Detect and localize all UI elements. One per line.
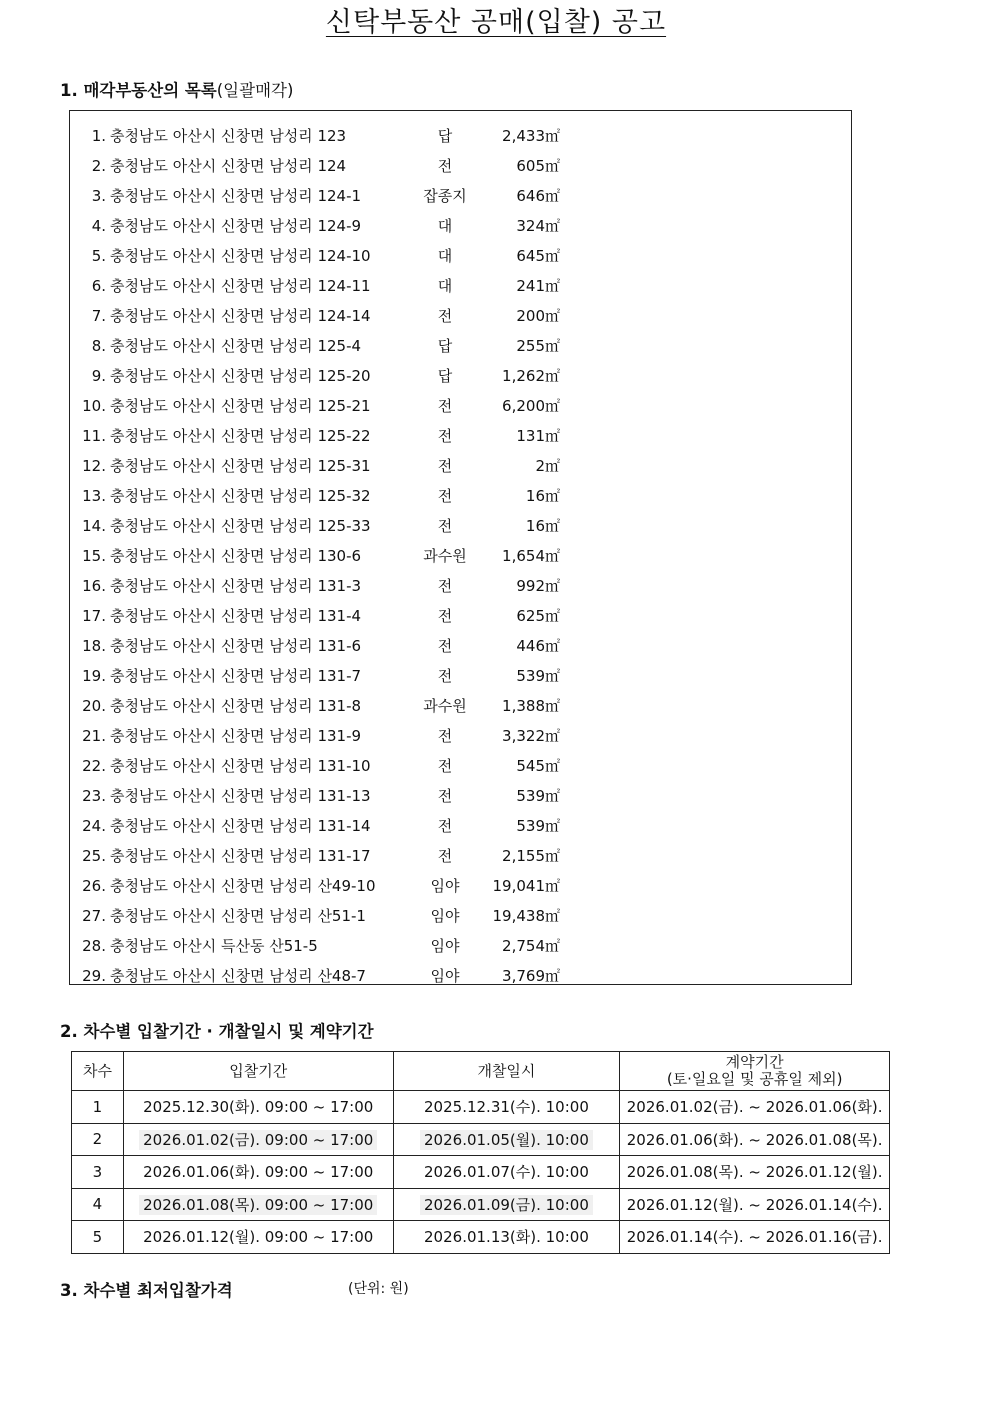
property-category: 임야 <box>430 907 460 925</box>
property-address: 충청남도 아산시 신창면 남성리 131-9 <box>110 727 362 745</box>
property-category: 답 <box>437 127 453 145</box>
property-address: 충청남도 아산시 신창면 남성리 125-20 <box>110 367 371 385</box>
property-address: 충청남도 아산시 신창면 남성리 131-17 <box>110 847 371 865</box>
property-number: 7. <box>91 307 106 325</box>
property-category: 전 <box>437 757 453 775</box>
schedule-contract-cell <box>620 1188 890 1221</box>
property-address: 충청남도 아산시 신창면 남성리 131-4 <box>110 607 362 625</box>
property-address: 충청남도 아산시 신창면 남성리 124-11 <box>110 277 371 295</box>
property-category: 대 <box>437 217 453 235</box>
header-opening: 개찰일시 <box>393 1052 620 1091</box>
property-area: 545㎡ <box>516 757 560 775</box>
property-number: 5. <box>91 247 106 265</box>
property-category: 전 <box>437 427 453 445</box>
property-address: 충청남도 아산시 신창면 남성리 125-31 <box>110 457 371 475</box>
property-number: 6. <box>91 277 106 295</box>
section1-heading-text: 1. 매각부동산의 목록 <box>60 81 217 100</box>
property-category: 전 <box>437 847 453 865</box>
property-area: 2,433㎡ <box>502 127 560 145</box>
property-number: 18. <box>82 637 106 655</box>
property-address: 충청남도 아산시 신창면 남성리 125-32 <box>110 487 371 505</box>
property-area: 2㎡ <box>535 457 560 475</box>
schedule-bid-period-cell <box>123 1156 393 1189</box>
schedule-bid-period: 2026.01.06(화). 09:00 ~ 17:00 <box>143 1163 374 1182</box>
property-area: 3,769㎡ <box>502 967 560 985</box>
property-category: 전 <box>437 727 453 745</box>
schedule-round-cell <box>72 1123 124 1156</box>
schedule-opening-cell <box>393 1188 620 1221</box>
property-number: 16. <box>82 577 106 595</box>
unit-note: (단위: 원) <box>348 1281 409 1297</box>
property-number: 12. <box>82 457 106 475</box>
schedule-bid-period-cell <box>123 1221 393 1254</box>
property-number: 4. <box>91 217 106 235</box>
property-area: 6,200㎡ <box>502 397 560 415</box>
property-number: 3. <box>91 187 106 205</box>
header-contract-line1: 계약기간 <box>725 1053 784 1071</box>
schedule-round: 3 <box>92 1162 103 1181</box>
property-number: 15. <box>82 547 106 565</box>
property-area: 605㎡ <box>516 157 560 175</box>
property-category: 전 <box>437 307 453 325</box>
property-number: 11. <box>82 427 106 445</box>
schedule-round: 5 <box>92 1227 103 1246</box>
property-area: 645㎡ <box>516 247 560 265</box>
property-area: 1,654㎡ <box>502 547 560 565</box>
property-area: 1,388㎡ <box>502 697 560 715</box>
header-round: 차수 <box>72 1052 124 1091</box>
property-address: 충청남도 아산시 신창면 남성리 산51-1 <box>110 907 366 925</box>
property-category: 임야 <box>430 877 460 895</box>
property-list <box>69 110 852 985</box>
property-category: 전 <box>437 517 453 535</box>
property-area: 539㎡ <box>516 817 560 835</box>
schedule-row <box>72 1091 890 1124</box>
property-address: 충청남도 아산시 신창면 남성리 산48-7 <box>110 967 366 985</box>
property-address: 충청남도 아산시 신창면 남성리 131-13 <box>110 787 371 805</box>
property-category: 전 <box>437 817 453 835</box>
schedule-bid-period: 2026.01.02(금). 09:00 ~ 17:00 <box>139 1130 377 1150</box>
property-number: 1. <box>91 127 106 145</box>
schedule-row <box>72 1156 890 1189</box>
property-category: 답 <box>437 337 453 355</box>
schedule-bid-period: 2025.12.30(화). 09:00 ~ 17:00 <box>143 1098 374 1117</box>
property-address: 충청남도 아산시 신창면 남성리 124 <box>110 157 347 175</box>
property-category: 전 <box>437 457 453 475</box>
property-category: 전 <box>437 787 453 805</box>
schedule-contract: 2026.01.06(화). ~ 2026.01.08(목). <box>626 1130 883 1149</box>
property-number: 2. <box>91 157 106 175</box>
property-area: 1,262㎡ <box>502 367 560 385</box>
property-area: 16㎡ <box>525 487 560 505</box>
schedule-bid-period: 2026.01.12(월). 09:00 ~ 17:00 <box>143 1228 374 1247</box>
property-area: 625㎡ <box>516 607 560 625</box>
schedule-contract: 2026.01.12(월). ~ 2026.01.14(수). <box>626 1195 883 1214</box>
property-number: 23. <box>82 787 106 805</box>
section3-heading-text: 3. 차수별 최저입찰가격 <box>60 1281 233 1300</box>
schedule-row <box>72 1123 890 1156</box>
schedule-round-cell <box>72 1156 124 1189</box>
property-category: 임야 <box>430 967 460 985</box>
property-area: 2,155㎡ <box>502 847 560 865</box>
property-address: 충청남도 아산시 신창면 남성리 125-4 <box>110 337 362 355</box>
schedule-header-row <box>72 1052 890 1091</box>
property-area: 200㎡ <box>516 307 560 325</box>
property-area: 16㎡ <box>525 517 560 535</box>
property-area: 324㎡ <box>516 217 560 235</box>
schedule-bid-period: 2026.01.08(목). 09:00 ~ 17:00 <box>139 1195 377 1215</box>
section1-note: (일괄매각) <box>216 81 294 100</box>
schedule-contract-cell <box>620 1156 890 1189</box>
header-contract <box>620 1052 890 1091</box>
schedule-opening-cell <box>393 1221 620 1254</box>
property-address: 충청남도 아산시 신창면 남성리 123 <box>110 127 347 145</box>
property-category: 전 <box>437 607 453 625</box>
property-number: 25. <box>82 847 106 865</box>
property-address: 충청남도 아산시 신창면 남성리 131-8 <box>110 697 362 715</box>
schedule-table <box>71 1051 890 1254</box>
property-address: 충청남도 아산시 신창면 남성리 131-3 <box>110 577 362 595</box>
property-address: 충청남도 아산시 신창면 남성리 124-9 <box>110 217 362 235</box>
property-address: 충청남도 아산시 신창면 남성리 131-10 <box>110 757 371 775</box>
property-area: 131㎡ <box>516 427 560 445</box>
property-category: 임야 <box>430 937 460 955</box>
property-number: 14. <box>82 517 106 535</box>
property-address: 충청남도 아산시 신창면 남성리 124-10 <box>110 247 371 265</box>
section1-heading <box>60 77 293 101</box>
property-number: 27. <box>82 907 106 925</box>
property-address: 충청남도 아산시 신창면 남성리 131-14 <box>110 817 371 835</box>
property-category: 과수원 <box>423 697 467 715</box>
section2-heading-text: 2. 차수별 입찰기간 · 개찰일시 및 계약기간 <box>60 1022 374 1041</box>
property-category: 전 <box>437 397 453 415</box>
property-number: 22. <box>82 757 106 775</box>
property-address: 충청남도 아산시 신창면 남성리 124-14 <box>110 307 371 325</box>
property-address: 충청남도 아산시 득산동 산51-5 <box>110 937 318 955</box>
property-number: 20. <box>82 697 106 715</box>
property-address: 충청남도 아산시 신창면 남성리 125-33 <box>110 517 371 535</box>
schedule-opening: 2026.01.07(수). 10:00 <box>424 1163 589 1182</box>
schedule-contract-cell <box>620 1091 890 1124</box>
property-number: 10. <box>82 397 106 415</box>
property-area: 992㎡ <box>516 577 560 595</box>
property-area: 646㎡ <box>516 187 560 205</box>
property-number: 13. <box>82 487 106 505</box>
header-bid-period: 입찰기간 <box>123 1052 393 1091</box>
schedule-bid-period-cell <box>123 1188 393 1221</box>
schedule-round: 2 <box>92 1130 103 1149</box>
schedule-contract: 2026.01.02(금). ~ 2026.01.06(화). <box>626 1098 883 1117</box>
property-number: 9. <box>91 367 106 385</box>
property-category: 대 <box>437 277 453 295</box>
schedule-opening: 2026.01.05(월). 10:00 <box>420 1130 593 1150</box>
section2-heading <box>60 1018 374 1042</box>
property-category: 전 <box>437 577 453 595</box>
property-area: 446㎡ <box>516 637 560 655</box>
schedule-opening-cell <box>393 1091 620 1124</box>
property-number: 26. <box>82 877 106 895</box>
schedule-opening: 2026.01.13(화). 10:00 <box>424 1228 589 1247</box>
property-number: 29. <box>82 967 106 985</box>
schedule-round-cell <box>72 1091 124 1124</box>
schedule-row <box>72 1188 890 1221</box>
property-number: 8. <box>91 337 106 355</box>
property-area: 19,041㎡ <box>492 877 560 895</box>
schedule-round-cell <box>72 1221 124 1254</box>
schedule-bid-period-cell <box>123 1123 393 1156</box>
schedule-opening: 2026.01.09(금). 10:00 <box>420 1195 593 1215</box>
property-address: 충청남도 아산시 신창면 남성리 산49-10 <box>110 877 376 895</box>
schedule-opening-cell <box>393 1156 620 1189</box>
property-number: 28. <box>82 937 106 955</box>
schedule-round: 1 <box>92 1097 103 1116</box>
property-address: 충청남도 아산시 신창면 남성리 131-7 <box>110 667 362 685</box>
property-category: 전 <box>437 157 453 175</box>
property-category: 답 <box>437 367 453 385</box>
property-number: 17. <box>82 607 106 625</box>
property-area: 241㎡ <box>516 277 560 295</box>
section3-heading <box>60 1277 233 1301</box>
property-area: 19,438㎡ <box>492 907 560 925</box>
property-area: 2,754㎡ <box>502 937 560 955</box>
schedule-contract-cell <box>620 1221 890 1254</box>
schedule-contract: 2026.01.14(수). ~ 2026.01.16(금). <box>626 1228 883 1247</box>
page-title-text: 신탁부동산 공매(입찰) 공고 <box>325 7 667 38</box>
property-address: 충청남도 아산시 신창면 남성리 131-6 <box>110 637 362 655</box>
schedule-contract-cell <box>620 1123 890 1156</box>
property-category: 전 <box>437 487 453 505</box>
schedule-opening: 2025.12.31(수). 10:00 <box>424 1098 589 1117</box>
property-number: 21. <box>82 727 106 745</box>
property-area: 539㎡ <box>516 667 560 685</box>
property-address: 충청남도 아산시 신창면 남성리 124-1 <box>110 187 362 205</box>
property-area: 255㎡ <box>516 337 560 355</box>
schedule-contract: 2026.01.08(목). ~ 2026.01.12(월). <box>626 1163 883 1182</box>
property-area: 539㎡ <box>516 787 560 805</box>
property-category: 전 <box>437 637 453 655</box>
property-number: 24. <box>82 817 106 835</box>
page-title <box>0 0 992 39</box>
property-number: 19. <box>82 667 106 685</box>
schedule-round-cell <box>72 1188 124 1221</box>
header-contract-line2: (토·일요일 및 공휴일 제외) <box>666 1070 843 1088</box>
property-category: 대 <box>437 247 453 265</box>
schedule-opening-cell <box>393 1123 620 1156</box>
property-category: 잡종지 <box>423 187 467 205</box>
schedule-bid-period-cell <box>123 1091 393 1124</box>
property-category: 과수원 <box>423 547 467 565</box>
property-area: 3,322㎡ <box>502 727 560 745</box>
schedule-round: 4 <box>92 1195 103 1214</box>
property-address: 충청남도 아산시 신창면 남성리 125-22 <box>110 427 371 445</box>
schedule-row <box>72 1221 890 1254</box>
property-address: 충청남도 아산시 신창면 남성리 125-21 <box>110 397 371 415</box>
property-category: 전 <box>437 667 453 685</box>
property-address: 충청남도 아산시 신창면 남성리 130-6 <box>110 547 362 565</box>
